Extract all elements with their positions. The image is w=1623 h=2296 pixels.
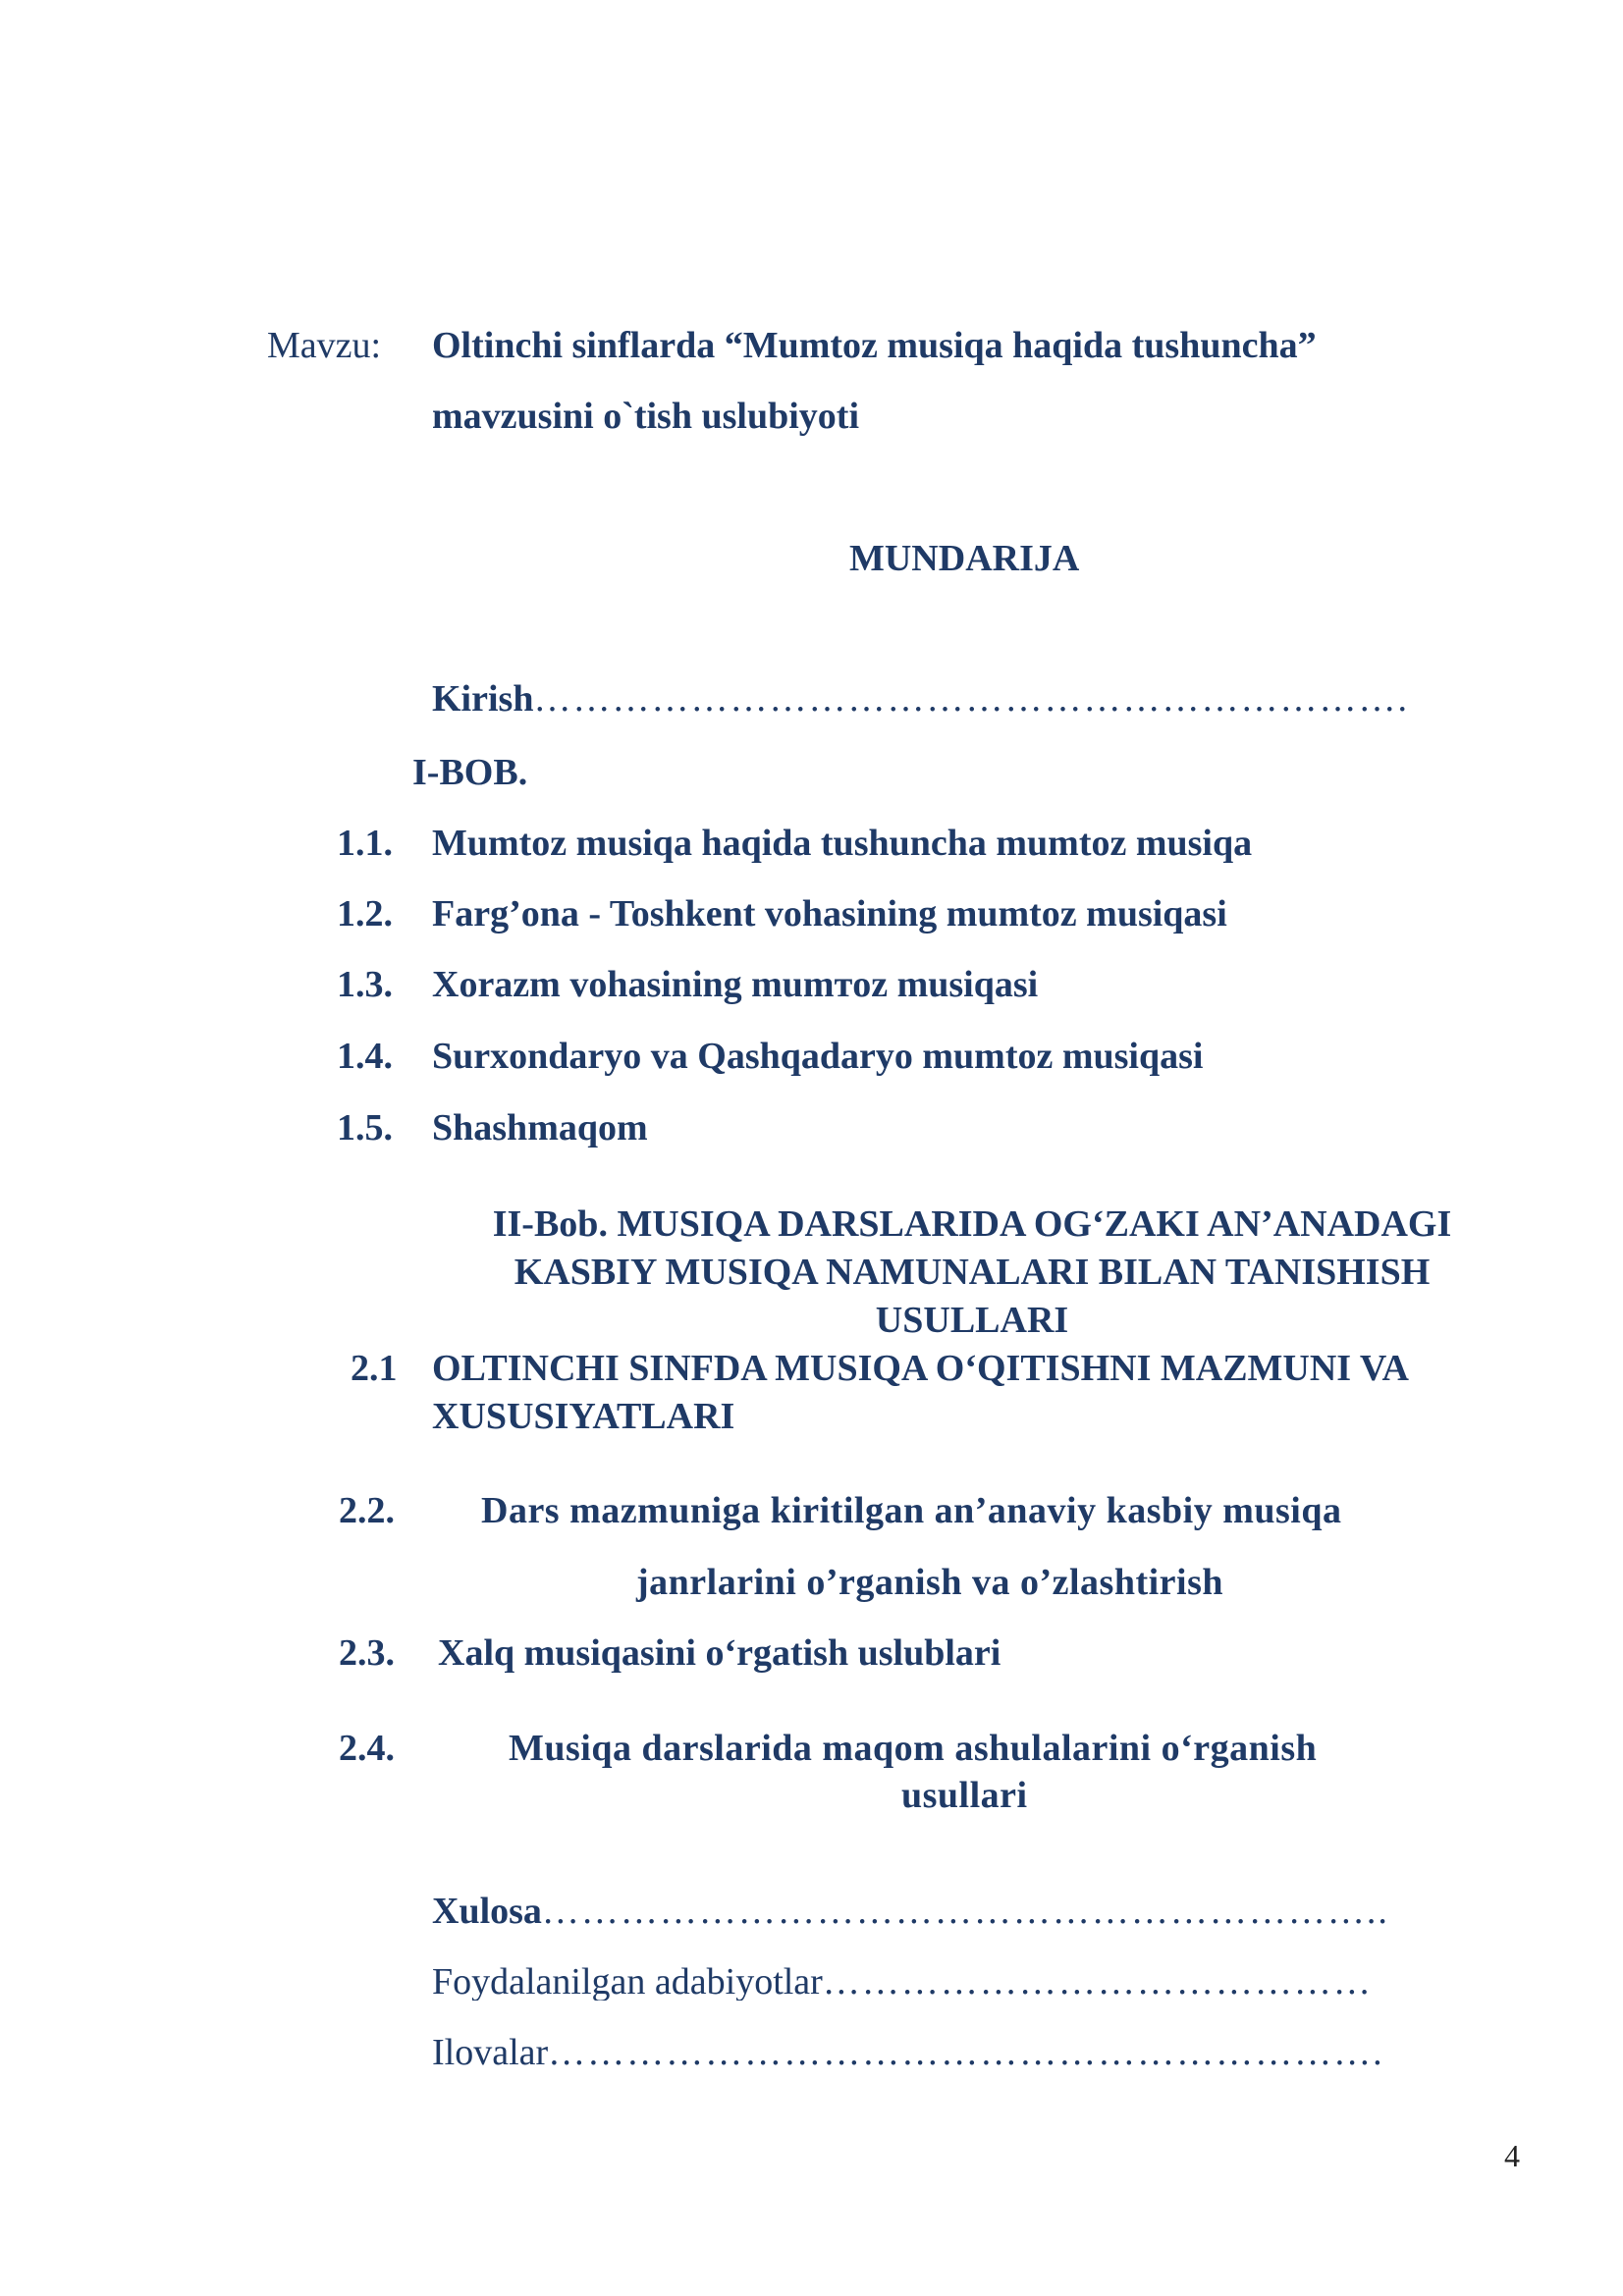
toc-item-text: Musiqa darslarida maqom ashulalarini o‘rganish — [509, 1728, 1318, 1769]
toc-appendix-label: Ilovalar — [432, 2034, 549, 2071]
toc-conclusion-label: Xulosa — [432, 1893, 542, 1930]
toc-item-text: Mumtoz musiqa haqida tushuncha mumtoz musiqa — [432, 823, 1253, 864]
toc-references-label: Foydalanilgan adabiyotlar — [432, 1963, 823, 2001]
contents-heading: MUNDARIJA — [849, 538, 1080, 579]
toc-conclusion — [432, 1893, 1453, 1930]
subject-title-line2: mavzusini o`tish uslubiyoti — [432, 396, 859, 437]
subject-label: Mavzu: — [267, 325, 382, 366]
toc-item-text-continued: janrlarini o’rganish va o’zlashtirish — [636, 1562, 1224, 1603]
toc-item-number: 1.5. — [337, 1107, 393, 1148]
toc-item-number: 2.2. — [339, 1490, 395, 1531]
toc-item-number: 1.2. — [337, 893, 393, 934]
chapter2-title-line2: KASBIY MUSIQA NAMUNALARI BILAN TANISHISH — [514, 1252, 1431, 1293]
toc-item-text: Surxondaryo va Qashqadaryo mumtoz musiqasi — [432, 1036, 1204, 1077]
toc-item-number: 1.1. — [337, 823, 393, 864]
chapter2-title-line3: USULLARI — [875, 1300, 1069, 1341]
toc-item-number: 2.1 — [351, 1348, 398, 1389]
toc-references-leader: …………………………………… — [822, 1963, 1373, 2001]
toc-item-number: 2.4. — [339, 1728, 395, 1769]
toc-intro — [432, 680, 1453, 718]
toc-item-text-continued: XUSUSIYATLARI — [432, 1396, 735, 1437]
toc-item-text: Dars mazmuniga kiritilgan an’anaviy kasbiy musiqa — [481, 1490, 1342, 1531]
toc-references — [432, 1963, 1453, 2001]
toc-item-number: 2.3. — [339, 1632, 395, 1674]
toc-item-text: Farg’ona - Toshkent vohasining mumtoz musiqasi — [432, 893, 1227, 934]
toc-item-text: Shashmaqom — [432, 1107, 648, 1148]
toc-appendix-leader: ………………………………………………………. — [548, 2034, 1384, 2071]
toc-item-number: 1.4. — [337, 1036, 393, 1077]
toc-appendix — [432, 2034, 1453, 2071]
toc-item-text: Xorazm vohasining mumтoz musiqasi — [432, 964, 1039, 1005]
chapter2-title-line1: II-Bob. MUSIQA DARSLARIDA OG‘ZAKI AN’ANADAGI — [492, 1203, 1452, 1245]
page-number: 4 — [1504, 2138, 1520, 2173]
chapter1-title: I-BOB. — [412, 752, 528, 793]
toc-item-text: OLTINCHI SINFDA MUSIQA O‘QITISHNI MAZMUNI VA — [432, 1348, 1409, 1389]
toc-item-text-continued: usullari — [901, 1775, 1028, 1816]
toc-item-text: Xalq musiqasini o‘rgatish uslublari — [438, 1632, 1001, 1674]
toc-intro-label: Kirish — [432, 680, 534, 718]
toc-intro-leader: …………………………………………………………. — [533, 680, 1409, 718]
toc-conclusion-leader: ……………………………………………………….. — [541, 1893, 1389, 1930]
subject-title-line1: Oltinchi sinflarda “Mumtoz musiqa haqida tushuncha” — [432, 325, 1317, 366]
toc-item-number: 1.3. — [337, 964, 393, 1005]
